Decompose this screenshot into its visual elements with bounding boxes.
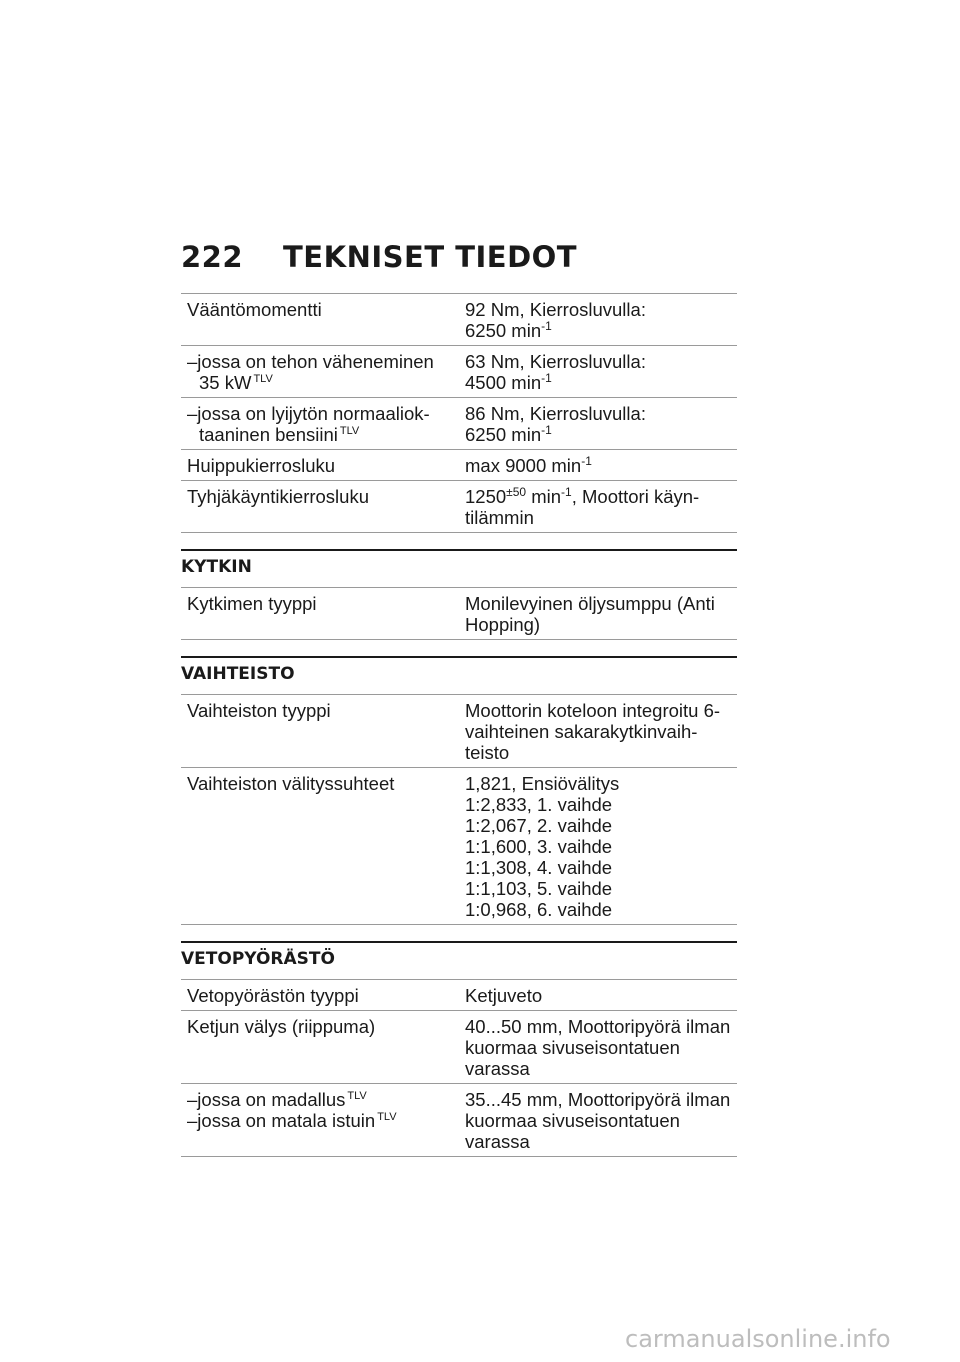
watermark: carmanualsonline.info: [625, 1325, 891, 1353]
spec-key: –jossa on lyijytön normaalioktaaninen bensiini $^{TLV}$: [181, 398, 459, 450]
gear-ratio: 1:0,968, 6. vaihde: [465, 899, 613, 920]
spec-value: 86 Nm, Kierrosluvulla: 6250 $\min^{-1}$: [459, 398, 737, 450]
spec-key: Ketjun välys (riippuma): [181, 1011, 459, 1084]
drive-spec-table: [181, 979, 737, 1157]
spec-value: $1250^{\pm 50}$ $\min^{-1}$, Moottori käyntilämmin: [459, 481, 737, 533]
drive-section: [181, 941, 737, 1157]
spec-key: Huippukierrosluku: [181, 450, 459, 481]
spec-content: [181, 293, 737, 1157]
spec-key: Kytkimen tyyppi: [181, 588, 459, 640]
spec-key: Vääntömomentti: [181, 294, 459, 346]
spec-value: 92 Nm, Kierrosluvulla: 6250 $\min^{-1}$: [459, 294, 737, 346]
clutch-section: [181, 549, 737, 640]
spec-key: –jossa on tehon väheneminen 35 kW $^{TLV}$: [181, 346, 459, 398]
gear-ratio: 1:2,067, 2. vaihde: [465, 815, 613, 836]
table-row: [181, 346, 737, 398]
spec-value: 63 Nm, Kierrosluvulla: 4500 $\min^{-1}$: [459, 346, 737, 398]
spec-key: Vetopyörästön tyyppi: [181, 980, 459, 1011]
engine-spec-table: [181, 293, 737, 533]
section-title: VETOPYÖRÄSTÖ: [181, 949, 335, 969]
gearbox-section: [181, 656, 737, 925]
gear-ratio: 1:1,308, 4. vaihde: [465, 857, 613, 878]
table-row: [181, 1011, 737, 1084]
spec-key: Tyhjäkäyntikierrosluku: [181, 481, 459, 533]
page-header: [181, 240, 741, 280]
table-row: [181, 768, 737, 925]
table-row: [181, 695, 737, 768]
table-row: [181, 294, 737, 346]
spec-value: Ketjuveto: [459, 980, 737, 1011]
table-row: [181, 980, 737, 1011]
spec-value: 35...45 mm, Moottoripyörä ilman kuormaa sivuseisontatuen varassa: [459, 1084, 737, 1157]
table-row: [181, 481, 737, 533]
gear-ratio: 1:2,833, 1. vaihde: [465, 794, 613, 815]
table-row: [181, 398, 737, 450]
gearbox-spec-table: [181, 694, 737, 925]
table-row: [181, 450, 737, 481]
table-row: [181, 1084, 737, 1157]
spec-key: Vaihteiston välityssuhteet: [181, 768, 459, 925]
page-number: 222: [181, 240, 244, 274]
gear-ratio: 1,821, Ensiövälitys: [465, 773, 620, 794]
gear-ratio: 1:1,103, 5. vaihde: [465, 878, 613, 899]
section-title: KYTKIN: [181, 557, 252, 577]
spec-value: 40...50 mm, Moottoripyörä ilman kuormaa sivuseisontatuen varassa: [459, 1011, 737, 1084]
table-row: [181, 588, 737, 640]
gear-ratio: 1:1,600, 3. vaihde: [465, 836, 613, 857]
clutch-spec-table: [181, 587, 737, 640]
spec-value: max 9000 $\min^{-1}$: [459, 450, 737, 481]
spec-key: –jossa on madallus $^{TLV}$ –jossa on matala istuin $^{TLV}$: [181, 1084, 459, 1157]
spec-key: Vaihteiston tyyppi: [181, 695, 459, 768]
spec-value: Monilevyinen öljysumppu (Anti Hopping): [459, 588, 737, 640]
page-title: TEKNISET TIEDOT: [283, 240, 578, 274]
section-title: VAIHTEISTO: [181, 664, 295, 684]
spec-value: [459, 768, 737, 925]
spec-value: Moottorin koteloon integroitu 6-vaihteinen sakarakytkinvaihteisto: [459, 695, 737, 768]
